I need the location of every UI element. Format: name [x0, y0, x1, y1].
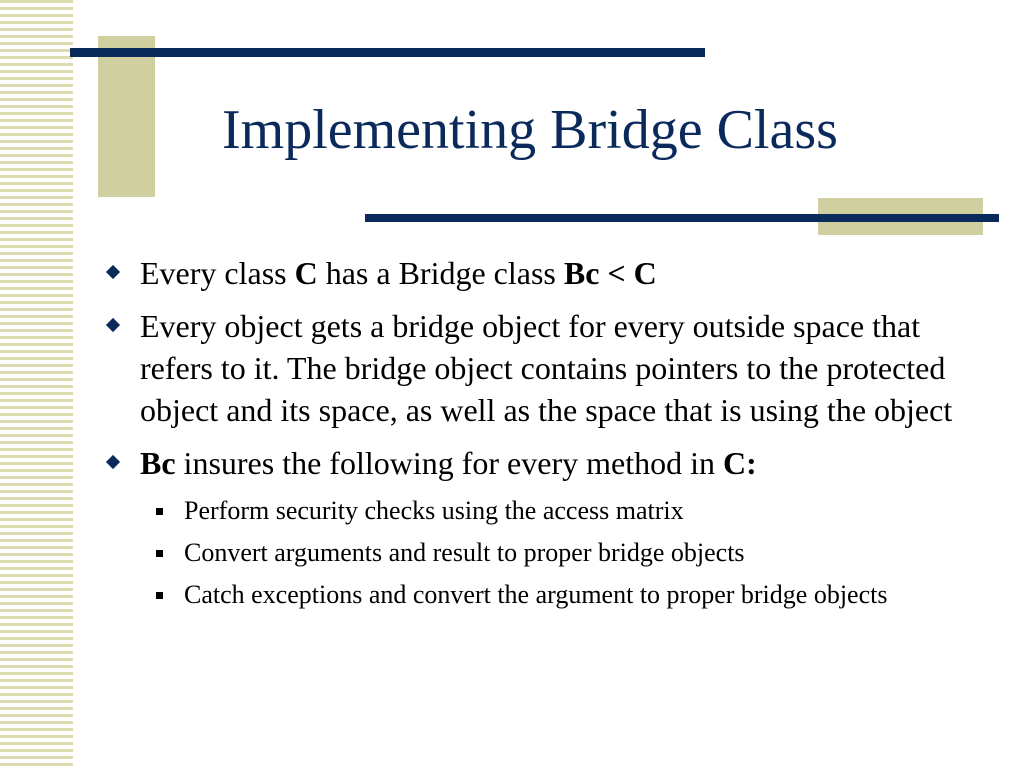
diamond-bullet-icon — [106, 265, 120, 279]
decorative-line-top — [70, 48, 705, 57]
decorative-block-top — [98, 36, 155, 197]
sub-bullet-item — [104, 579, 964, 611]
bullet-text-bold: C — [294, 255, 318, 291]
slide-content — [104, 252, 964, 621]
square-bullet-icon — [156, 508, 163, 515]
sub-bullet-item — [104, 495, 964, 527]
sub-bullet-text: Catch exceptions and convert the argument to proper bridge objects — [184, 580, 888, 609]
bullet-text: Every class — [140, 255, 295, 291]
diamond-bullet-icon — [106, 455, 120, 469]
diamond-bullet-icon — [106, 318, 120, 332]
bullet-text-bold: Bc — [140, 445, 176, 481]
bullet-item — [104, 252, 964, 294]
square-bullet-icon — [156, 550, 163, 557]
square-bullet-icon — [156, 592, 163, 599]
bullet-text: Every object gets a bridge object for every outside space that refers to it. The bridge object contains pointers to the protected object and its space, as well as the space that is using the object — [140, 308, 953, 428]
bullet-text: insures the following for every method in — [175, 445, 723, 481]
bullet-item — [104, 305, 964, 431]
bullet-text-bold: C: — [722, 445, 757, 481]
decorative-line-bottom — [365, 214, 999, 222]
sub-bullet-text: Convert arguments and result to proper bridge objects — [184, 538, 745, 567]
bullet-item — [104, 442, 964, 484]
slide-title: Implementing Bridge Class — [222, 99, 838, 161]
sub-bullet-item — [104, 537, 964, 569]
sub-bullet-text: Perform security checks using the access matrix — [184, 496, 684, 525]
bullet-text-bold: Bc < C — [563, 255, 657, 291]
bullet-text: has a Bridge class — [317, 255, 564, 291]
left-stripe-band — [0, 0, 73, 768]
